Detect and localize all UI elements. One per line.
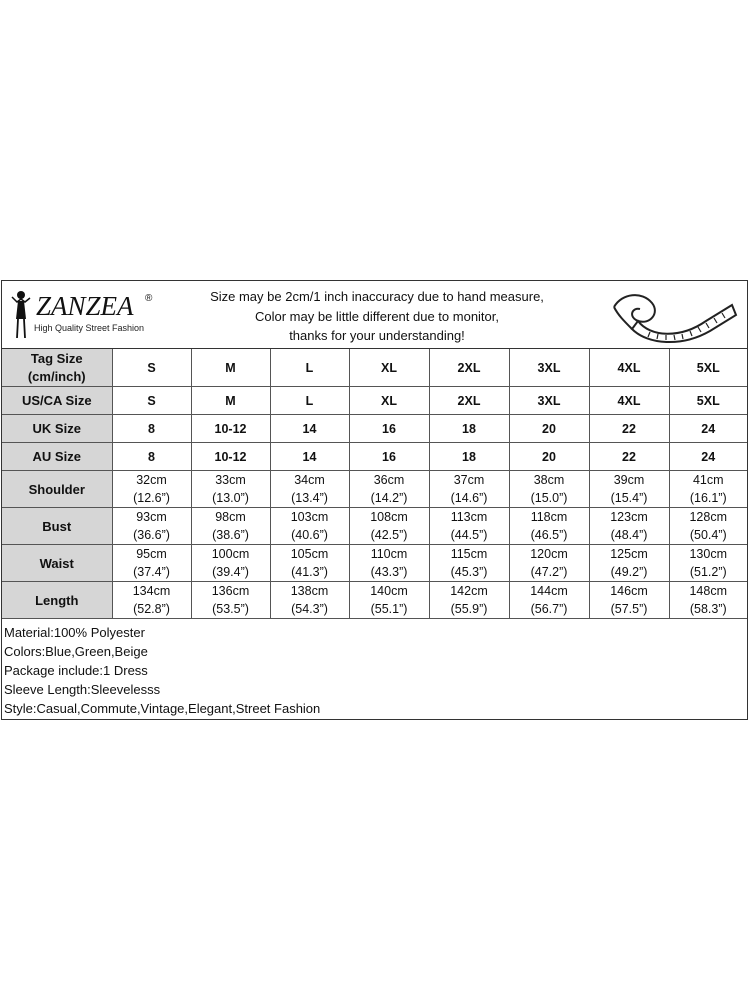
measurement-cell [112, 508, 191, 545]
au-size-cell: 20 [509, 443, 589, 471]
measurement-cm: 134cm [132, 584, 171, 598]
measurement-inch: (48.4”) [610, 528, 648, 542]
measurement-cm: 144cm [530, 584, 568, 598]
measurement-cell [669, 508, 747, 545]
measurement-cm: 33cm [215, 473, 246, 487]
measurement-inch: (15.0”) [530, 491, 568, 505]
au-size-cell: 22 [589, 443, 669, 471]
measurement-cell [191, 582, 270, 619]
measurement-cell [112, 582, 191, 619]
measurement-cm: 37cm [453, 473, 485, 487]
us-size-cell: M [191, 387, 270, 415]
measurement-cell [112, 545, 191, 582]
measurement-inch: (52.8”) [133, 602, 170, 616]
measurement-inch: (12.6”) [133, 491, 170, 505]
measurement-row-shoulder [2, 471, 747, 508]
au-size-cell: 10-12 [191, 443, 270, 471]
measurement-cell [429, 545, 509, 582]
measurement-cm: 95cm [136, 547, 167, 561]
measurement-inch: (53.5”) [212, 602, 249, 616]
measurement-cm: 148cm [689, 584, 728, 598]
measurement-inch: (42.5”) [370, 528, 408, 542]
measurement-inch: (36.6”) [133, 528, 170, 542]
tag-size-cell: XL [349, 349, 429, 387]
measurement-cm: 140cm [370, 584, 408, 598]
measurement-cell [589, 582, 669, 619]
measurement-inch: (41.3”) [291, 565, 328, 579]
measurement-cm: 32cm [136, 473, 167, 487]
measurement-cell [429, 582, 509, 619]
au-size-cell: 16 [349, 443, 429, 471]
measurement-cell [509, 545, 589, 582]
measurement-inch: (58.3”) [689, 602, 727, 616]
size-chart-sheet [1, 280, 748, 720]
brand-logo [8, 289, 158, 341]
notice-line: Color may be little different due to monitor, [255, 308, 499, 324]
measurement-cm: 41cm [692, 473, 724, 487]
measurement-cell [429, 471, 509, 508]
measurement-inch: (46.5”) [530, 528, 568, 542]
us-size-cell: 4XL [589, 387, 669, 415]
measurement-cm: 98cm [215, 510, 246, 524]
us-size-cell: 5XL [669, 387, 747, 415]
measurement-row-bust [2, 508, 747, 545]
measurement-cm: 146cm [610, 584, 648, 598]
measurement-cm: 138cm [290, 584, 329, 598]
measurement-cell [349, 582, 429, 619]
measurement-inch: (55.9”) [450, 602, 488, 616]
uk-size-cell: 10-12 [191, 415, 270, 443]
us-size-header: US/CA Size [2, 387, 112, 415]
measurement-cm: 110cm [370, 547, 408, 561]
tag-size-cell: 5XL [669, 349, 747, 387]
measurement-cm: 103cm [290, 510, 329, 524]
au-size-cell: 14 [270, 443, 349, 471]
uk-size-cell: 14 [270, 415, 349, 443]
measurement-row-waist [2, 545, 747, 582]
tag-size-row [2, 349, 747, 387]
au-size-cell: 18 [429, 443, 509, 471]
notice-line: Size may be 2cm/1 inch inaccuracy due to hand measure, [210, 289, 544, 304]
measurement-cell [669, 545, 747, 582]
uk-size-cell: 22 [589, 415, 669, 443]
measurement-cm: 93cm [136, 510, 167, 524]
us-size-cell: S [112, 387, 191, 415]
measurement-cm: 142cm [450, 584, 488, 598]
measurement-inch: (16.1”) [689, 491, 727, 505]
measure-notice [172, 287, 582, 346]
measurement-cell [270, 471, 349, 508]
measurement-cm: 128cm [689, 510, 728, 524]
measurement-inch: (56.7”) [530, 602, 568, 616]
measurement-header: Shoulder [2, 471, 112, 508]
au-size-cell: 8 [112, 443, 191, 471]
measurement-cell [509, 471, 589, 508]
measurement-cell [589, 471, 669, 508]
measurement-cm: 39cm [613, 473, 645, 487]
measurement-inch: (55.1”) [370, 602, 408, 616]
sleeve-length-text: Sleeve Length:Sleevelesss [4, 682, 161, 697]
measurement-inch: (38.6”) [212, 528, 249, 542]
uk-size-cell: 16 [349, 415, 429, 443]
woman-silhouette-icon [8, 289, 34, 341]
measurement-cell [349, 471, 429, 508]
tag-size-cell: S [112, 349, 191, 387]
measurement-cell [349, 545, 429, 582]
measurement-inch: (51.2”) [689, 565, 727, 579]
measurement-cell [509, 508, 589, 545]
measurement-cm: 130cm [689, 547, 728, 561]
measurement-cell [669, 471, 747, 508]
style-text: Style:Casual,Commute,Vintage,Elegant,Street Fashion [4, 701, 321, 716]
measurement-inch: (39.4”) [212, 565, 249, 579]
measurement-inch: (44.5”) [450, 528, 488, 542]
measurement-inch: (57.5”) [610, 602, 648, 616]
tag-size-cell: 3XL [509, 349, 589, 387]
material-text: Material:100% Polyester [4, 625, 145, 640]
us-size-cell: 2XL [429, 387, 509, 415]
measurement-inch: (14.6”) [450, 491, 488, 505]
measurement-cm: 136cm [211, 584, 250, 598]
measurement-header: Length [2, 582, 112, 619]
measurement-cm: 34cm [294, 473, 325, 487]
tag-size-header-line: Tag Size [30, 350, 83, 366]
tag-size-header [2, 349, 112, 387]
measurement-inch: (43.3”) [370, 565, 408, 579]
us-size-row [2, 387, 747, 415]
measurement-cell [509, 582, 589, 619]
au-size-header: AU Size [2, 443, 112, 471]
measurement-cell [349, 508, 429, 545]
us-size-cell: L [270, 387, 349, 415]
registered-mark: ® [145, 293, 153, 304]
measurement-inch: (54.3”) [291, 602, 328, 616]
brand-tagline: High Quality Street Fashion [34, 323, 145, 333]
measurement-inch: (47.2”) [530, 565, 568, 579]
tag-size-header-line: (cm/inch) [27, 368, 86, 384]
measurement-inch: (45.3”) [450, 565, 488, 579]
measurement-cm: 123cm [610, 510, 648, 524]
measurement-header: Bust [2, 508, 112, 545]
au-size-row [2, 443, 747, 471]
measurement-cm: 113cm [450, 510, 488, 524]
measurement-cell [589, 545, 669, 582]
colors-text: Colors:Blue,Green,Beige [4, 644, 148, 659]
measurement-cm: 38cm [533, 473, 565, 487]
uk-size-cell: 8 [112, 415, 191, 443]
measurement-cell [191, 545, 270, 582]
chart-header [2, 281, 747, 349]
measurement-cell [191, 508, 270, 545]
measurement-inch: (49.2”) [610, 565, 648, 579]
measurement-cm: 115cm [450, 547, 488, 561]
tag-size-cell: L [270, 349, 349, 387]
uk-size-row [2, 415, 747, 443]
uk-size-cell: 18 [429, 415, 509, 443]
measurement-header: Waist [2, 545, 112, 582]
measurement-cell [429, 508, 509, 545]
measurement-inch: (50.4”) [689, 528, 727, 542]
size-table [2, 349, 747, 619]
measurement-cell [112, 471, 191, 508]
measurement-inch: (15.4”) [610, 491, 648, 505]
uk-size-cell: 20 [509, 415, 589, 443]
uk-size-cell: 24 [669, 415, 747, 443]
measurement-cell [669, 582, 747, 619]
tag-size-cell: M [191, 349, 270, 387]
measurement-row-length [2, 582, 747, 619]
measurement-cm: 100cm [211, 547, 250, 561]
tag-size-cell: 2XL [429, 349, 509, 387]
measurement-cell [270, 508, 349, 545]
measurement-inch: (14.2”) [370, 491, 408, 505]
product-info [4, 623, 320, 718]
uk-size-header: UK Size [2, 415, 112, 443]
measurement-cm: 118cm [530, 510, 568, 524]
measurement-inch: (37.4”) [133, 565, 170, 579]
measurement-inch: (40.6”) [291, 528, 328, 542]
measurement-cell [270, 582, 349, 619]
measurement-cm: 108cm [370, 510, 408, 524]
brand-name: ZANZEA [36, 291, 134, 321]
measurement-cell [270, 545, 349, 582]
measurement-cell [589, 508, 669, 545]
measurement-cm: 125cm [610, 547, 648, 561]
us-size-cell: XL [349, 387, 429, 415]
measurement-cell [191, 471, 270, 508]
au-size-cell: 24 [669, 443, 747, 471]
notice-line: thanks for your understanding! [289, 328, 465, 343]
us-size-cell: 3XL [509, 387, 589, 415]
measuring-tape-icon [610, 285, 738, 347]
package-text: Package include:1 Dress [4, 663, 148, 678]
measurement-cm: 36cm [373, 473, 405, 487]
measurement-cm: 105cm [290, 547, 329, 561]
measurement-inch: (13.4”) [291, 491, 328, 505]
measurement-cm: 120cm [530, 547, 568, 561]
measurement-inch: (13.0”) [212, 491, 249, 505]
tag-size-cell: 4XL [589, 349, 669, 387]
